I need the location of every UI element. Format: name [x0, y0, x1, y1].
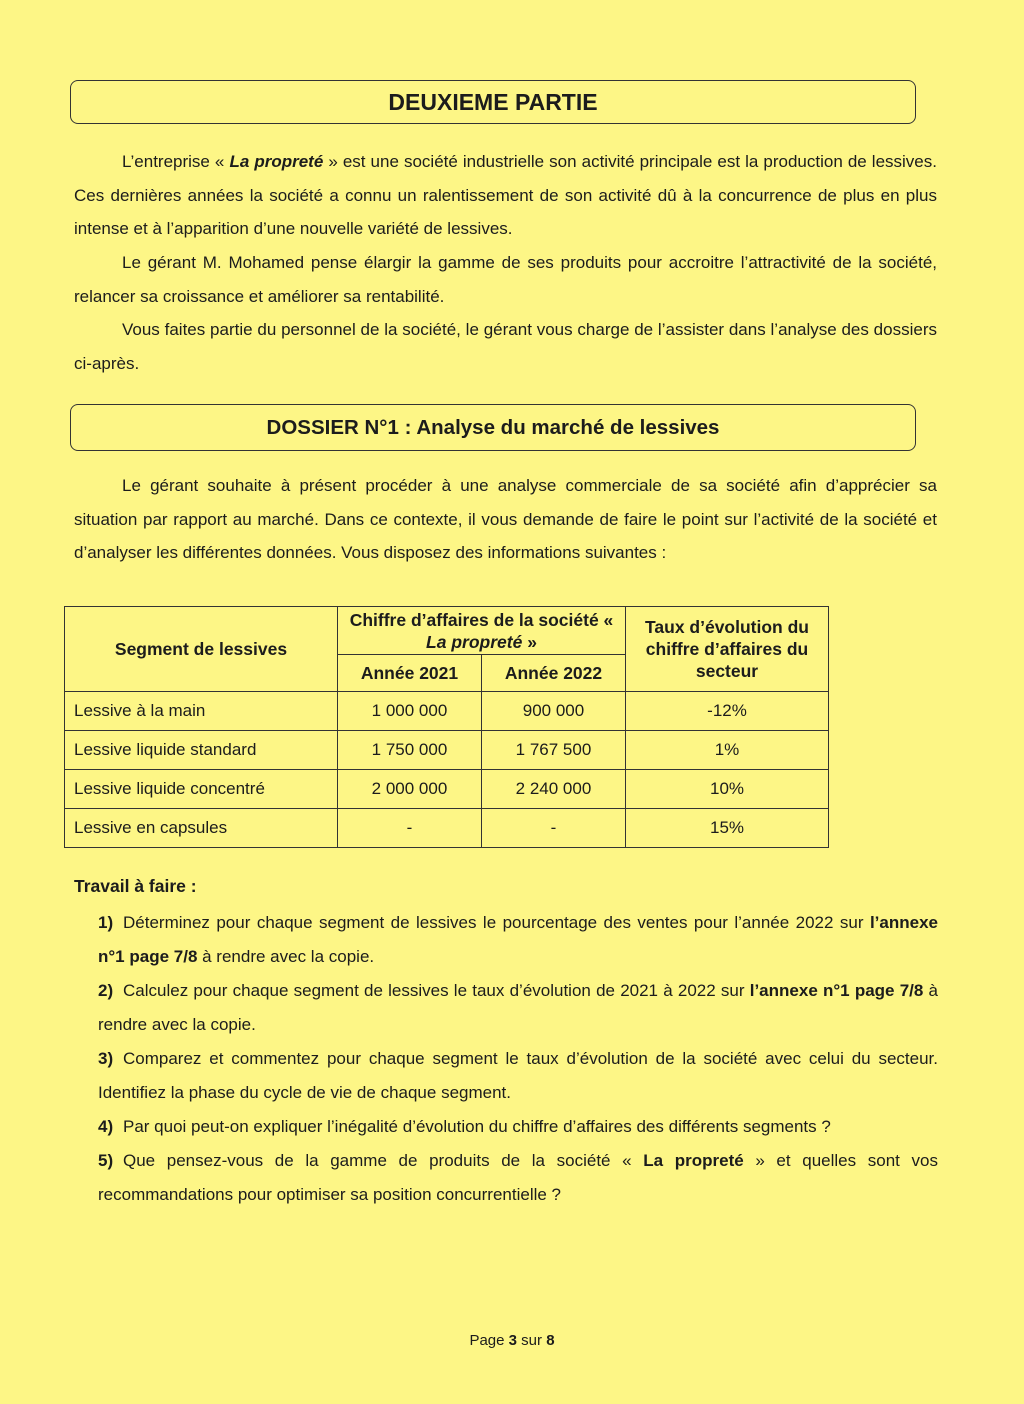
task-1: 1) Déterminez pour chaque segment de lessives le pourcentage des ventes pour l’année 2022 sur l’annexe n°1 page 7/8 à rendre avec la copie.	[98, 913, 938, 966]
table-row	[65, 731, 829, 770]
cell-2021: 2 000 000	[338, 770, 482, 809]
cell-segment: Lessive à la main	[65, 692, 338, 731]
cell-segment: Lessive en capsules	[65, 809, 338, 848]
cell-2022: 900 000	[482, 692, 626, 731]
cell-2022: 2 240 000	[482, 770, 626, 809]
cell-2021: -	[338, 809, 482, 848]
cell-taux: 10%	[626, 770, 829, 809]
cell-2022: -	[482, 809, 626, 848]
task-2: 2) Calculez pour chaque segment de lessives le taux d’évolution de 2021 à 2022 sur l’annexe n°1 page 7/8 à rendre avec la copie.	[98, 981, 939, 1034]
header-segment: Segment de lessives	[65, 607, 338, 692]
cell-2021: 1 750 000	[338, 731, 482, 770]
header-ca: Chiffre d’affaires de la société « La propreté »	[338, 607, 626, 655]
task-3: 3) Comparez et commentez pour chaque segment le taux d’évolution de la société avec celui du secteur. Identifiez la phase du cycle de vie de chaque segment.	[98, 1049, 938, 1102]
table-row	[65, 809, 829, 848]
cell-2021: 1 000 000	[338, 692, 482, 731]
cell-2022: 1 767 500	[482, 731, 626, 770]
work-title: Travail à faire :	[74, 876, 197, 896]
task-5: 5) Que pensez-vous de la gamme de produits de la société « La propreté » et quelles sont vos recommandations pour optimiser sa position concurrentielle ?	[98, 1151, 938, 1204]
intro-paragraph-1: L’entreprise « La propreté » est une société industrielle son activité principale est la production de lessives. Ces dernières années la société a connu un ralentissement de son activité dû à la concurrence de plus en plus intense et à l’apparition d’une nouvelle variété de lessives.	[74, 152, 937, 238]
part-title: DEUXIEME PARTIE	[70, 80, 916, 124]
cell-segment: Lessive liquide standard	[65, 731, 338, 770]
task-4: 4) Par quoi peut-on expliquer l’inégalité d’évolution du chiffre d’affaires des différents segments ?	[98, 1117, 831, 1136]
company-name: La propreté	[229, 152, 324, 171]
cell-segment: Lessive liquide concentré	[65, 770, 338, 809]
header-2022: Année 2022	[482, 655, 626, 692]
intro-paragraph-2: Le gérant M. Mohamed pense élargir la gamme de ses produits pour accroitre l’attractivité de la société, relancer sa croissance et améliorer sa rentabilité.	[74, 253, 937, 306]
header-2021: Année 2021	[338, 655, 482, 692]
cell-taux: 1%	[626, 731, 829, 770]
page-footer: Page 3 sur 8	[469, 1332, 555, 1349]
dossier-intro: Le gérant souhaite à présent procéder à une analyse commerciale de sa société afin d’apprécier sa situation par rapport au marché. Dans ce contexte, il vous demande de faire le point sur l’activité de la société et d’analyser les différentes données. Vous disposez des informations suivantes :	[74, 476, 937, 562]
header-taux: Taux d’évolution du chiffre d’affaires du secteur	[626, 607, 829, 692]
dossier-title: DOSSIER N°1 : Analyse du marché de lessives	[70, 404, 916, 451]
table-row	[65, 692, 829, 731]
cell-taux: -12%	[626, 692, 829, 731]
table-row	[65, 770, 829, 809]
segment-table	[64, 606, 829, 848]
intro-paragraph-3: Vous faites partie du personnel de la société, le gérant vous charge de l’assister dans l’analyse des dossiers ci-après.	[74, 320, 937, 373]
cell-taux: 15%	[626, 809, 829, 848]
